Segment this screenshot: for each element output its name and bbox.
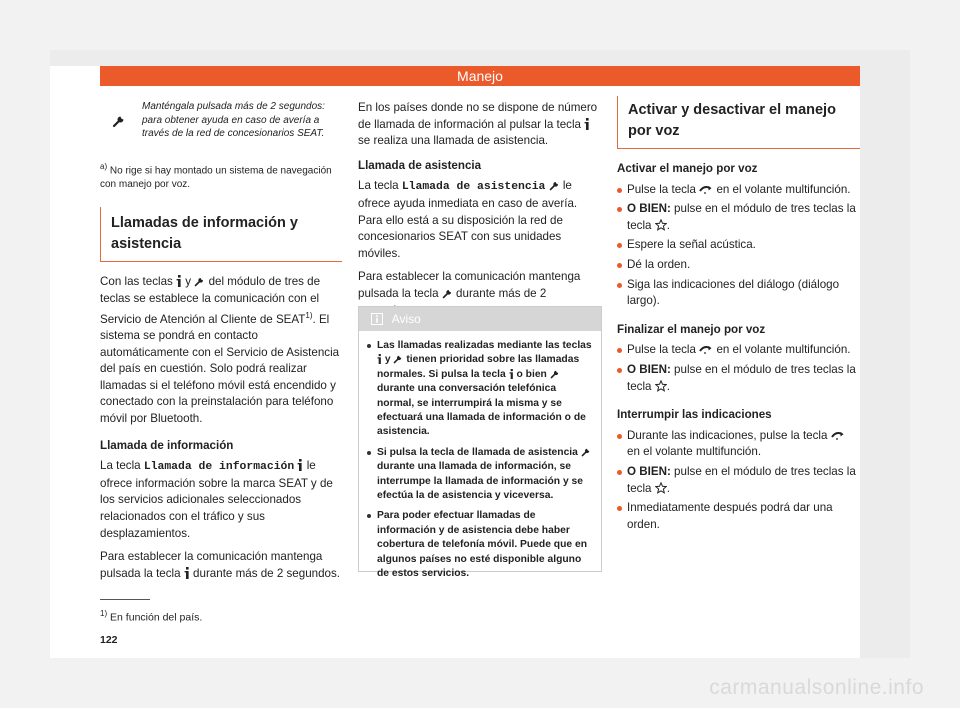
subheading-interrumpir: Interrumpir las indicaciones bbox=[617, 408, 772, 422]
left-section-title-block bbox=[100, 207, 341, 261]
right-section-title-block bbox=[617, 96, 858, 148]
key-label: Llamada de asistencia bbox=[401, 181, 546, 194]
section-title: Llamadas de información y asistencia bbox=[111, 215, 298, 253]
section-underline bbox=[617, 148, 860, 149]
voice-command-icon bbox=[699, 344, 713, 355]
notice-header bbox=[359, 307, 601, 331]
footnote-a bbox=[100, 160, 342, 191]
footnote-ref: 1) bbox=[305, 310, 313, 320]
notice-item: Para poder efectuar llamadas de información y de asistencia debe haber cobertura de telefonía móvil. Puede que en algunos países no esté disponible alguno de estos servicios. bbox=[367, 509, 593, 581]
footnote bbox=[100, 609, 202, 624]
notice-item: Si pulsa la tecla de llamada de asistencia durante una llamada de información, se interrumpe la llamada de información y se efectúa la de asistencia y viceversa. bbox=[367, 446, 593, 504]
page-number: 122 bbox=[100, 634, 118, 646]
wrench-icon bbox=[549, 180, 560, 191]
notice-box bbox=[358, 306, 602, 580]
wrench-icon bbox=[550, 369, 560, 379]
left-paragraph-3: Para establecer la comunicación mantenga pulsada la tecla durante más de 2 segundos. bbox=[100, 550, 341, 580]
subheading-finalizar: Finalizar el manejo por voz bbox=[617, 322, 766, 336]
voice-command-icon bbox=[699, 184, 713, 195]
tip-text: Manténgala pulsada más de 2 segundos: para obtener ayuda en caso de avería a través de la red de concesionarios SEAT. bbox=[142, 101, 325, 139]
info-icon bbox=[184, 567, 190, 579]
list-item: Pulse la tecla en el volante multifunción. bbox=[617, 342, 860, 359]
list-item: O BIEN: pulse en el módulo de tres teclas la tecla . bbox=[617, 201, 860, 234]
wrench-icon bbox=[442, 288, 453, 299]
middle-paragraph-1: En los países donde no se dispone de número de llamada de información al pulsar la tecla se realiza una llamada de asistencia. bbox=[358, 101, 598, 148]
list-item: Inmediatamente después podrá dar una orden. bbox=[617, 500, 860, 533]
footnote-a-text: No rige si hay montado un sistema de navegación con manejo por voz. bbox=[100, 165, 332, 190]
footnote-mark: 1) bbox=[100, 609, 108, 618]
wrench-icon bbox=[194, 276, 205, 287]
left-column bbox=[100, 100, 342, 589]
tip-box bbox=[100, 100, 342, 150]
list-item: Durante las indicaciones, pulse la tecla en el volante multifunción. bbox=[617, 428, 860, 461]
watermark: carmanualsonline.info bbox=[709, 676, 924, 699]
list-item: O BIEN: pulse en el módulo de tres teclas la tecla . bbox=[617, 464, 860, 497]
section-title: Activar y desactivar el manejo por voz bbox=[628, 102, 836, 139]
left-paragraph-2: La tecla Llamada de información le ofrece información sobre la marca SEAT y de los servicios adicionales seleccionados relacionados con el tráfico y sus desplazamientos. bbox=[100, 459, 333, 540]
wrench-icon bbox=[581, 447, 591, 457]
notice-icon bbox=[371, 313, 383, 325]
subheading-llamada-informacion: Llamada de información bbox=[100, 438, 234, 452]
section-underline bbox=[100, 261, 342, 262]
star-icon bbox=[655, 219, 667, 231]
info-icon bbox=[377, 354, 382, 364]
star-icon bbox=[655, 380, 667, 392]
wrench-icon bbox=[112, 114, 126, 128]
list-item: Pulse la tecla en el volante multifunción. bbox=[617, 182, 860, 199]
left-paragraph-1: Con las teclas y del módulo de tres de teclas se establece la comunicación con el Servicio de Atención al Cliente de SEAT$^{1)}$. El sistema se pondrá en contacto automáticamente con el Servicio de Asistencia del país en cuestión. Solo podrá realizar llamadas si el teléfono móvil está encendido y conectado con la preinstalación para teléfono móvil por Bluetooth. bbox=[100, 275, 340, 425]
list-item: O BIEN: pulse en el módulo de tres teclas la tecla . bbox=[617, 362, 860, 395]
info-icon bbox=[509, 369, 514, 379]
subheading-activar: Activar el manejo por voz bbox=[617, 162, 758, 175]
page-header bbox=[100, 66, 860, 86]
info-icon bbox=[584, 118, 590, 130]
footnote-text: En función del país. bbox=[110, 611, 203, 624]
middle-column bbox=[358, 100, 600, 326]
list-item: Siga las indicaciones del diálogo (diálogo largo). bbox=[617, 277, 860, 310]
info-icon bbox=[176, 275, 182, 287]
footnote-divider bbox=[100, 599, 150, 600]
middle-paragraph-2: La tecla Llamada de asistencia le ofrece ayuda inmediata en caso de avería. Para ello está a su disposición la red de concesionarios SEAT con sus unidades móviles. bbox=[358, 179, 578, 260]
notice-body bbox=[359, 331, 601, 582]
notice-title: Aviso bbox=[391, 312, 421, 326]
notice-item: Las llamadas realizadas mediante las teclas y tienen prioridad sobre las llamadas normales. Si pulsa la tecla o bien durante una conversación telefónica normal, se interrumpirá la misma y se efectuará una llamada de información o de asistencia. bbox=[367, 339, 593, 440]
footnote-a-mark: a) bbox=[100, 162, 108, 171]
right-column bbox=[617, 96, 860, 536]
star-icon bbox=[655, 482, 667, 494]
info-icon bbox=[297, 459, 303, 471]
subheading-llamada-asistencia: Llamada de asistencia bbox=[358, 158, 482, 172]
voice-command-icon bbox=[831, 430, 845, 441]
middle-paragraph-3: Para establecer la comunicación mantenga pulsada la tecla durante más de 2 bbox=[358, 270, 581, 300]
header-title: Manejo bbox=[457, 68, 503, 84]
list-item: Dé la orden. bbox=[617, 257, 860, 274]
wrench-icon bbox=[393, 354, 403, 364]
key-label: Llamada de información bbox=[143, 461, 295, 474]
list-item: Espere la señal acústica. bbox=[617, 237, 860, 254]
